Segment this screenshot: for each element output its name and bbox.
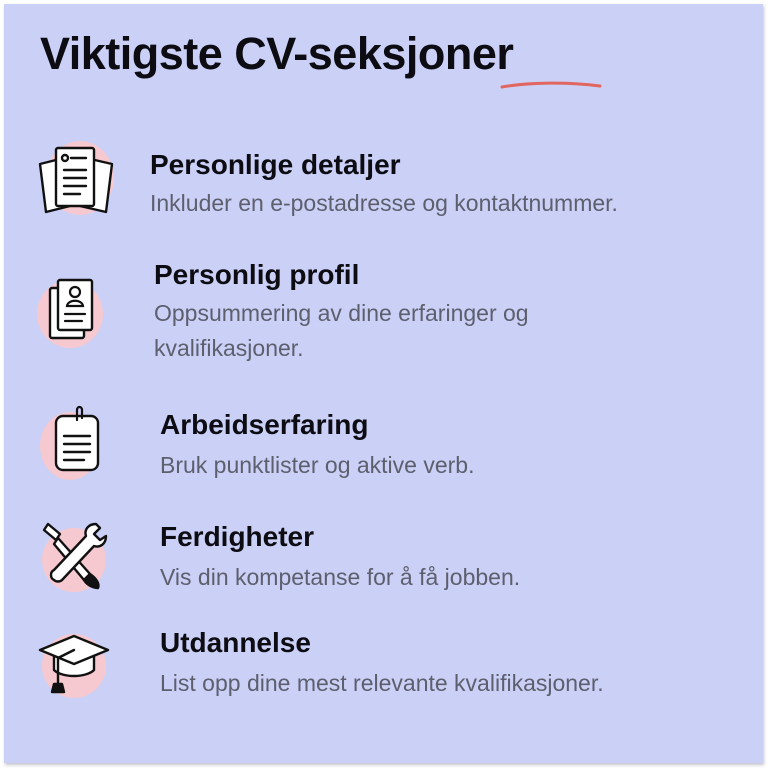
page-title: Viktigste CV-seksjoner (40, 28, 514, 79)
section-description: List opp dine mest relevante kvalifikasjoner. (160, 670, 604, 696)
graduation-cap-icon (34, 624, 116, 706)
brush-wrench-icon (34, 514, 116, 596)
section-title: Arbeidserfaring (160, 409, 369, 440)
title-underline (500, 78, 604, 92)
section-title: Ferdigheter (160, 521, 315, 552)
section-description: Vis din kompetanse for å få jobben. (160, 564, 521, 590)
profile-document-icon (34, 270, 116, 352)
section-title: Personlig profil (154, 259, 360, 290)
infographic-card (4, 4, 763, 763)
section-description: Bruk punktlister og aktive verb. (160, 452, 475, 478)
section-title: Personlige detaljer (150, 149, 401, 180)
section-title: Utdannelse (160, 627, 311, 658)
section-description: Inkluder en e-postadresse og kontaktnummer. (150, 190, 618, 216)
clipboard-icon (34, 404, 116, 484)
section-description: Oppsummering av dine erfaringer og kvalifikasjoner. (154, 300, 529, 361)
document-stack-icon (34, 136, 116, 218)
